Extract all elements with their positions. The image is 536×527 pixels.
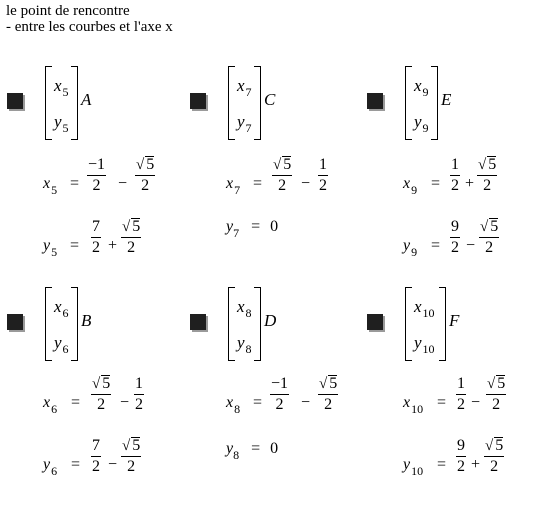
point-block-c: $x_7$ $y_7$ C $x_7$ = $\frac{√ 5}{2}$ − $\frac{1}{2}$ $y_7 = 0$ xyxy=(190,66,360,306)
heading-line-2: - entre les courbes et l'axe x xyxy=(6,19,173,35)
bullet-icon xyxy=(190,93,206,109)
bullet-icon xyxy=(7,93,23,109)
equation-y8: $y_8 = 0$ xyxy=(226,440,279,462)
bullet-icon xyxy=(190,314,206,330)
point-block-b: $x_6$ $y_6$ B $x_6$ = $\frac{√ 5}{2}$ − $\frac{1}{2}$ $y_6$ = $\frac{7}{2}$ − $\frac{√ 5}{2}$ xyxy=(7,287,177,527)
point-label: C xyxy=(264,90,276,109)
point-label: E xyxy=(441,90,452,109)
point-label: B xyxy=(81,311,92,330)
point-label: F xyxy=(449,311,460,330)
point-label: D xyxy=(264,311,277,330)
equation-y7: $y_7 = 0$ xyxy=(226,218,279,240)
heading-line-1: le point de rencontre xyxy=(6,3,130,19)
point-block-e: $x_9$ $y_9$ E $x_9$ = $\frac{1}{2}$ + $\frac{√ 5}{2}$ $y_9$ = $\frac{9}{2}$ − $\frac{√ 5}{2}$ xyxy=(367,66,536,306)
bullet-icon xyxy=(367,93,383,109)
point-block-d: $x_8$ $y_8$ D $x_8$ = $\frac{-1}{2}$ − $\frac{√ 5}{2}$ $y_8 = 0$ xyxy=(190,287,360,527)
bullet-icon xyxy=(367,314,383,330)
point-block-a: $x_5$ $y_5$ A $x_5$ = $\frac{-1}{2}$ − $\frac{√ 5}{2}$ $y_5$ = $\frac{7}{2}$ + $\frac{√ 5}{2}$ xyxy=(7,66,177,306)
heading xyxy=(6,3,173,35)
bullet-icon xyxy=(7,314,23,330)
point-block-f: $x_{10}$ $y_{10}$ F $x_{10}$ = $\frac{1}{2}$ − $\frac{√ 5}{2}$ $y_{10}$ = $\frac{9}{2}$ + $\frac{√ 5}{2}$ xyxy=(367,287,536,527)
point-label: A xyxy=(81,90,92,109)
